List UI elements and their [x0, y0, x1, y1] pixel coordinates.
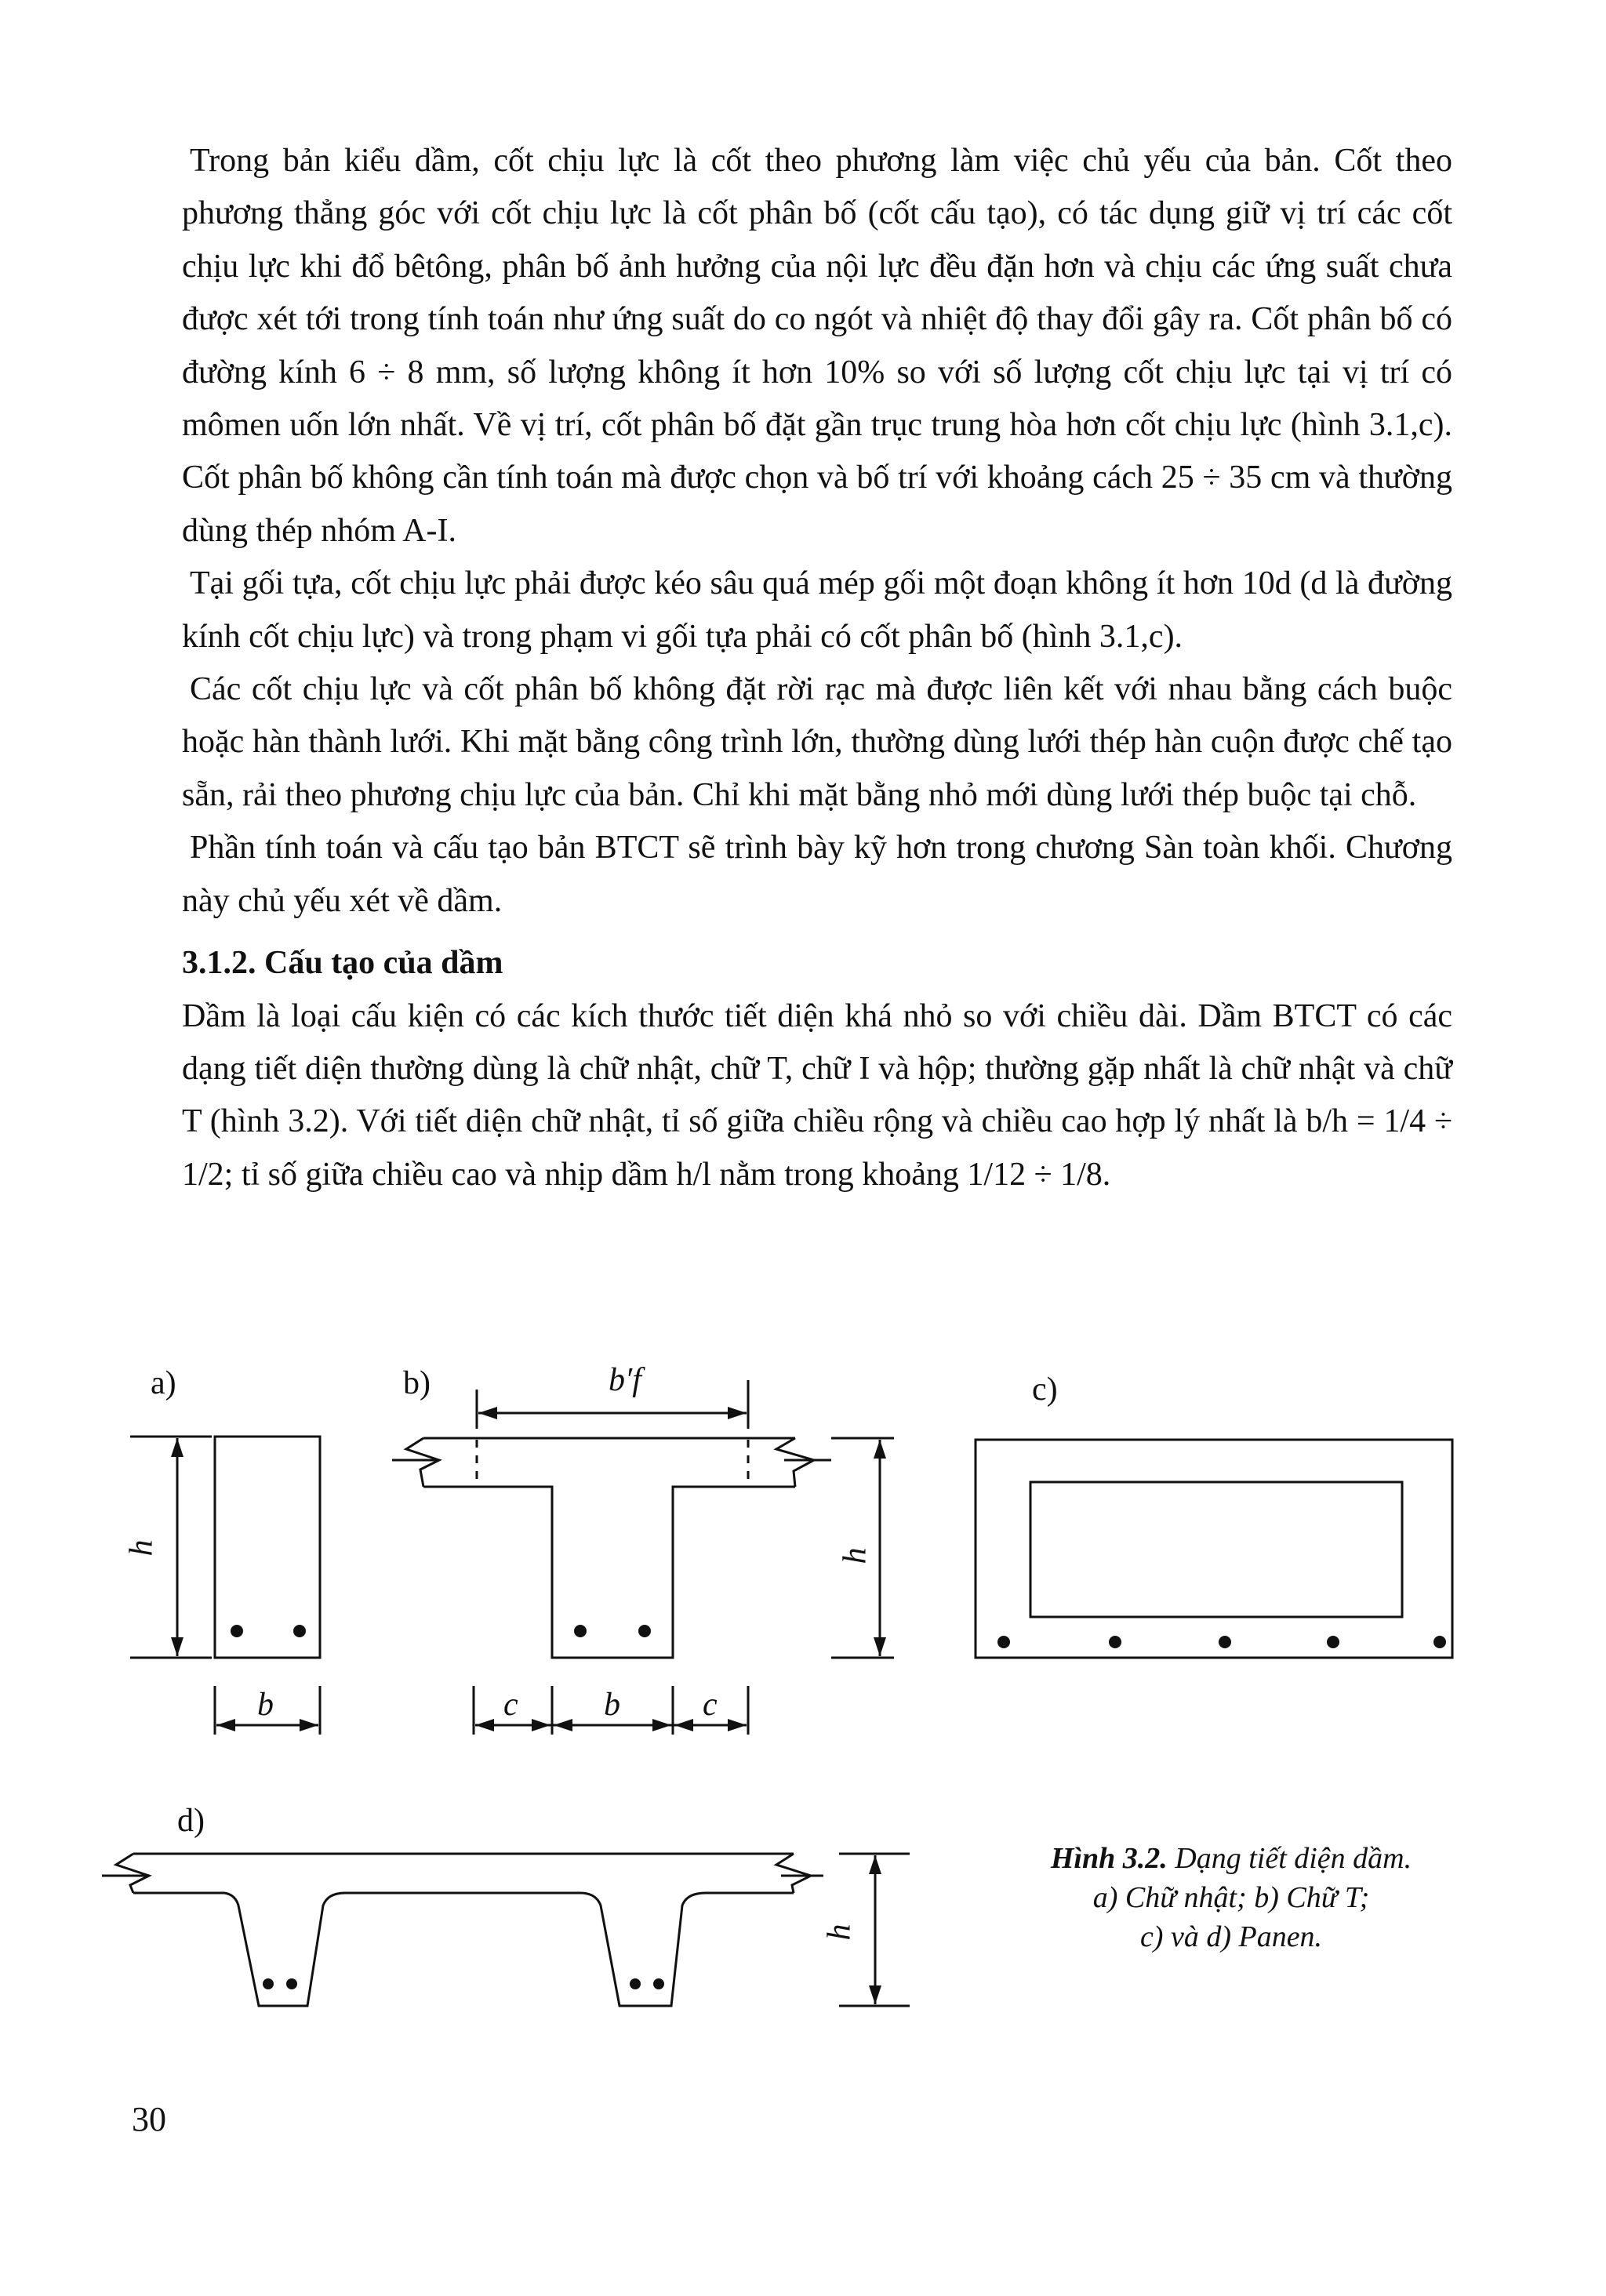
- paragraph-4: Phần tính toán và cấu tạo bản BTCT sẽ trình bày kỹ hơn trong chương Sàn toàn khối. Chương này chủ yếu xét về dầm.: [182, 830, 1452, 919]
- section-heading: 3.1.2. Cấu tạo của dầm: [182, 945, 503, 982]
- box-panel-outer: [976, 1440, 1452, 1658]
- panel-d-outline: [133, 1854, 794, 2006]
- figure-label-c: c): [1032, 1371, 1058, 1408]
- caption-line1: Dạng tiết diện dầm.: [1175, 1842, 1412, 1875]
- caption-title: Hình 3.2.: [1050, 1842, 1168, 1875]
- caption-line3: c) và d) Panen.: [1139, 1920, 1323, 1953]
- paragraph-1: Trong bản kiểu dầm, cốt chịu lực là cốt theo phương làm việc chủ yếu của bản. Cốt theo phương thẳng góc với cốt chịu lực là cốt phân bố (cốt cấu tạo), có tác dụng giữ vị trí các cốt chịu lực khi đổ bêtông, phân bố ảnh hưởng của nội lực đều đặn hơn và chịu các ứng suất chưa được xét tới trong tính toán như ứng suất do co ngót và nhiệt độ thay đổi gây ra. Cốt phân bố có đường kính 6 ÷ 8 mm, số lượng không ít hơn 10% so với số lượng cốt chịu lực tại vị trí có mômen uốn lớn nhất. Về vị trí, cốt phân bố đặt gần trục trung hòa hơn cốt chịu lực (hình 3.1,c). Cốt phân bố không cần tính toán mà được chọn và bố trí với khoảng cách 25 ÷ 35 cm và thường dùng thép nhóm A-I.: [182, 143, 1452, 549]
- dim-c-left: c: [503, 1687, 518, 1723]
- box-panel-inner: [1030, 1482, 1402, 1617]
- dim-b-a: b: [257, 1687, 274, 1723]
- dim-bf: b′f: [609, 1362, 641, 1398]
- figure-caption: [996, 1839, 1466, 1956]
- t-section-outline: [423, 1438, 795, 1658]
- paragraph-5: Dầm là loại cấu kiện có các kích thước tiết diện khá nhỏ so với chiều dài. Dầm BTCT có các dạng tiết diện thường dùng là chữ nhật, chữ T, chữ I và hộp; thường gặp nhất là chữ nhật và chữ T (hình 3.2). Với tiết diện chữ nhật, tỉ số giữa chiều rộng và chiều cao hợp lý nhất là b/h = 1/4 ÷ 1/2; tỉ số giữa chiều cao và nhịp dầm h/l nằm trong khoảng 1/12 ÷ 1/8.: [182, 997, 1452, 1193]
- dim-b-b: b: [604, 1687, 620, 1723]
- figure-label-b: b): [403, 1365, 431, 1401]
- dim-h-b: h: [837, 1547, 874, 1564]
- caption-line2: a) Chữ nhật; b) Chữ T;: [1092, 1881, 1370, 1914]
- page-number: 30: [132, 2100, 166, 2138]
- dim-h-a: h: [123, 1539, 160, 1557]
- paragraph-2: Tại gối tựa, cốt chịu lực phải được kéo sâu quá mép gối một đoạn không ít hơn 10d (d là đường kính cốt chịu lực) và trong phạm vi gối tựa phải có cốt phân bố (hình 3.1,c).: [182, 565, 1452, 655]
- figure-label-d: d): [177, 1803, 205, 1839]
- rect-section-outline: [215, 1437, 320, 1658]
- dim-c-right: c: [703, 1687, 718, 1723]
- figure-label-a: a): [151, 1365, 176, 1401]
- paragraph-3: Các cốt chịu lực và cốt phân bố không đặt rời rạc mà được liên kết với nhau bằng cách buộc hoặc hàn thành lưới. Khi mặt bằng công trình lớn, thường dùng lưới thép hàn cuộn được chế tạo sẵn, rải theo phương chịu lực của bản. Chỉ khi mặt bằng nhỏ mới dùng lưới thép buộc tại chỗ.: [182, 671, 1452, 813]
- dim-h-d: h: [821, 1924, 858, 1941]
